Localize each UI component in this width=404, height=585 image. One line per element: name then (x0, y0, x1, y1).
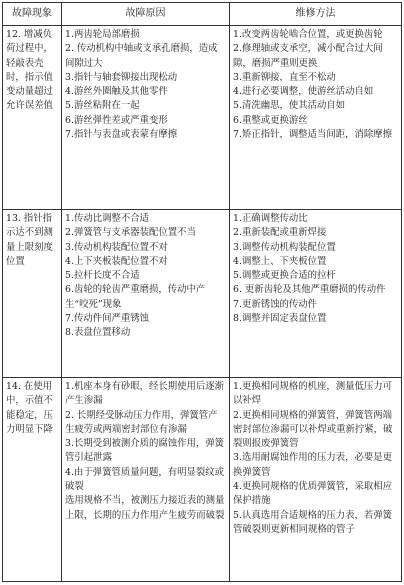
table-row (3, 378, 402, 582)
cause-item: 1.机座本身有砂眼，经长期使用后逐渐产生渗漏 (65, 381, 224, 407)
remedy-item: 6. 更新齿轮及其他严重磨损的传动件 (233, 284, 386, 296)
cause-cell (62, 378, 230, 582)
header-row (3, 3, 402, 26)
remedy-item: 2.修理轴或支承空，减小配合过大间隙，磨损严重则更换 (233, 43, 383, 69)
remedy-item: 7.矫正指针，调整适当间距，消除摩擦 (233, 129, 392, 141)
remedy-item: 5.调整或更换合适的拉杆 (233, 270, 336, 282)
cause-item: 2.弹簧管与支承器装配位置不当 (65, 227, 196, 239)
cause-item: 3.传动机构装配位置不对 (65, 241, 168, 253)
cause-item: 5.游丝粘附在一起 (65, 100, 140, 112)
fault-table (2, 2, 402, 582)
cause-item: 8.表盘位置移动 (65, 327, 131, 339)
remedy-item: 4.调整上、下夹板位置 (233, 255, 327, 267)
remedy-cell (230, 210, 402, 378)
table-row (3, 26, 402, 210)
cause-item: 1.传动比调整不合适 (65, 213, 149, 224)
remedy-item: 3.调整传动机构装配位置 (233, 241, 336, 253)
cause-item: 7.指针与表盘或表蒙有摩擦 (65, 129, 178, 141)
remedy-item: 5.清洗幽思，使其活动自如 (233, 100, 346, 112)
cause-item: 1.两齿轮局部磨损 (65, 29, 140, 40)
cause-item: 4.由于弹簧管质量问题，有明显裂纹或破裂 (65, 466, 224, 493)
header-phenomenon: 故障现象 (3, 3, 62, 26)
remedy-item: 8.调整并固定表盘位置 (233, 313, 327, 325)
remedy-cell (230, 378, 402, 582)
remedy-item: 7.更新锈蚀的传动件 (233, 298, 317, 310)
cause-item: 4.上下夹板装配位置不对 (65, 255, 168, 267)
cause-item: 3.长期受到被测介质的腐蚀作用，弹簧管引起泄露 (65, 438, 224, 464)
remedy-item: 1.正确调整传动比 (233, 213, 308, 224)
remedy-item: 2.重新装配或重新焊接 (233, 227, 327, 239)
cause-item: 4.游丝外圈触及其他零件 (65, 86, 168, 98)
cause-item: 6.游丝弹性差或严重变形 (65, 114, 168, 126)
cause-item: 选用规格不当，被测压力接近表的测量上限，长期的压力作用产生疲劳而破裂 (65, 495, 225, 521)
cause-item: 2. 长期经受脉动压力作用，弹簧管产生疲劳或两端密封部位有渗漏 (65, 409, 218, 435)
table-row (3, 210, 402, 378)
phenomenon-cell: 13. 指针指示达不到测量上限刻度位置 (3, 210, 62, 378)
remedy-item: 6.重整或更换游丝 (233, 114, 308, 126)
remedy-item: 1.更换相同规格的机座，测量低压力可以补焊 (233, 381, 392, 407)
phenomenon-cell: 14. 在使用中，示值不能稳定，压力明显下降 (3, 378, 62, 582)
header-cause: 故障原因 (62, 3, 230, 26)
remedy-item: 5.认真选用合适规格的压力表，若弹簧管破裂则更新相同规格的管子 (233, 509, 392, 535)
cause-item: 3.指针与轴套铆接出现松动 (65, 71, 178, 83)
cause-item: 5.拉杆长度不合适 (65, 270, 140, 282)
header-remedy: 维修方法 (230, 3, 402, 26)
remedy-item: 4.进行必要调整，使游丝活动自如 (233, 86, 374, 98)
cause-cell (62, 210, 230, 378)
remedy-item: 3.重新铆接，直至不松动 (233, 71, 336, 83)
cause-item: 7.传动件间严重锈蚀 (65, 313, 149, 325)
remedy-item: 4.更换同规格的优质弹簧管，采取相应保护措施 (233, 481, 392, 507)
remedy-cell (230, 26, 402, 210)
cause-item: 6.齿轮的轮齿严重磨损，传动中产生“咬死”现象 (65, 284, 206, 310)
remedy-item: 3.选用耐腐蚀作用的压力表，必要是更换弹簧管 (233, 452, 392, 478)
cause-item: 2. 传动机构中轴或支承孔磨损，造成间隙过大 (65, 43, 218, 69)
phenomenon-cell: 12. 增减负荷过程中，轻敲表壳时，指示值变动量超过允许误差值 (3, 26, 62, 210)
cause-cell (62, 26, 230, 210)
remedy-item: 2.更换相同规格的弹簧管，弹簧管两端密封部位渗漏可以补焊或重新拧紧，破裂则报废弹簧管 (233, 409, 393, 450)
remedy-item: 1.改变两齿轮啮合位置，或更换齿轮 (233, 29, 383, 40)
